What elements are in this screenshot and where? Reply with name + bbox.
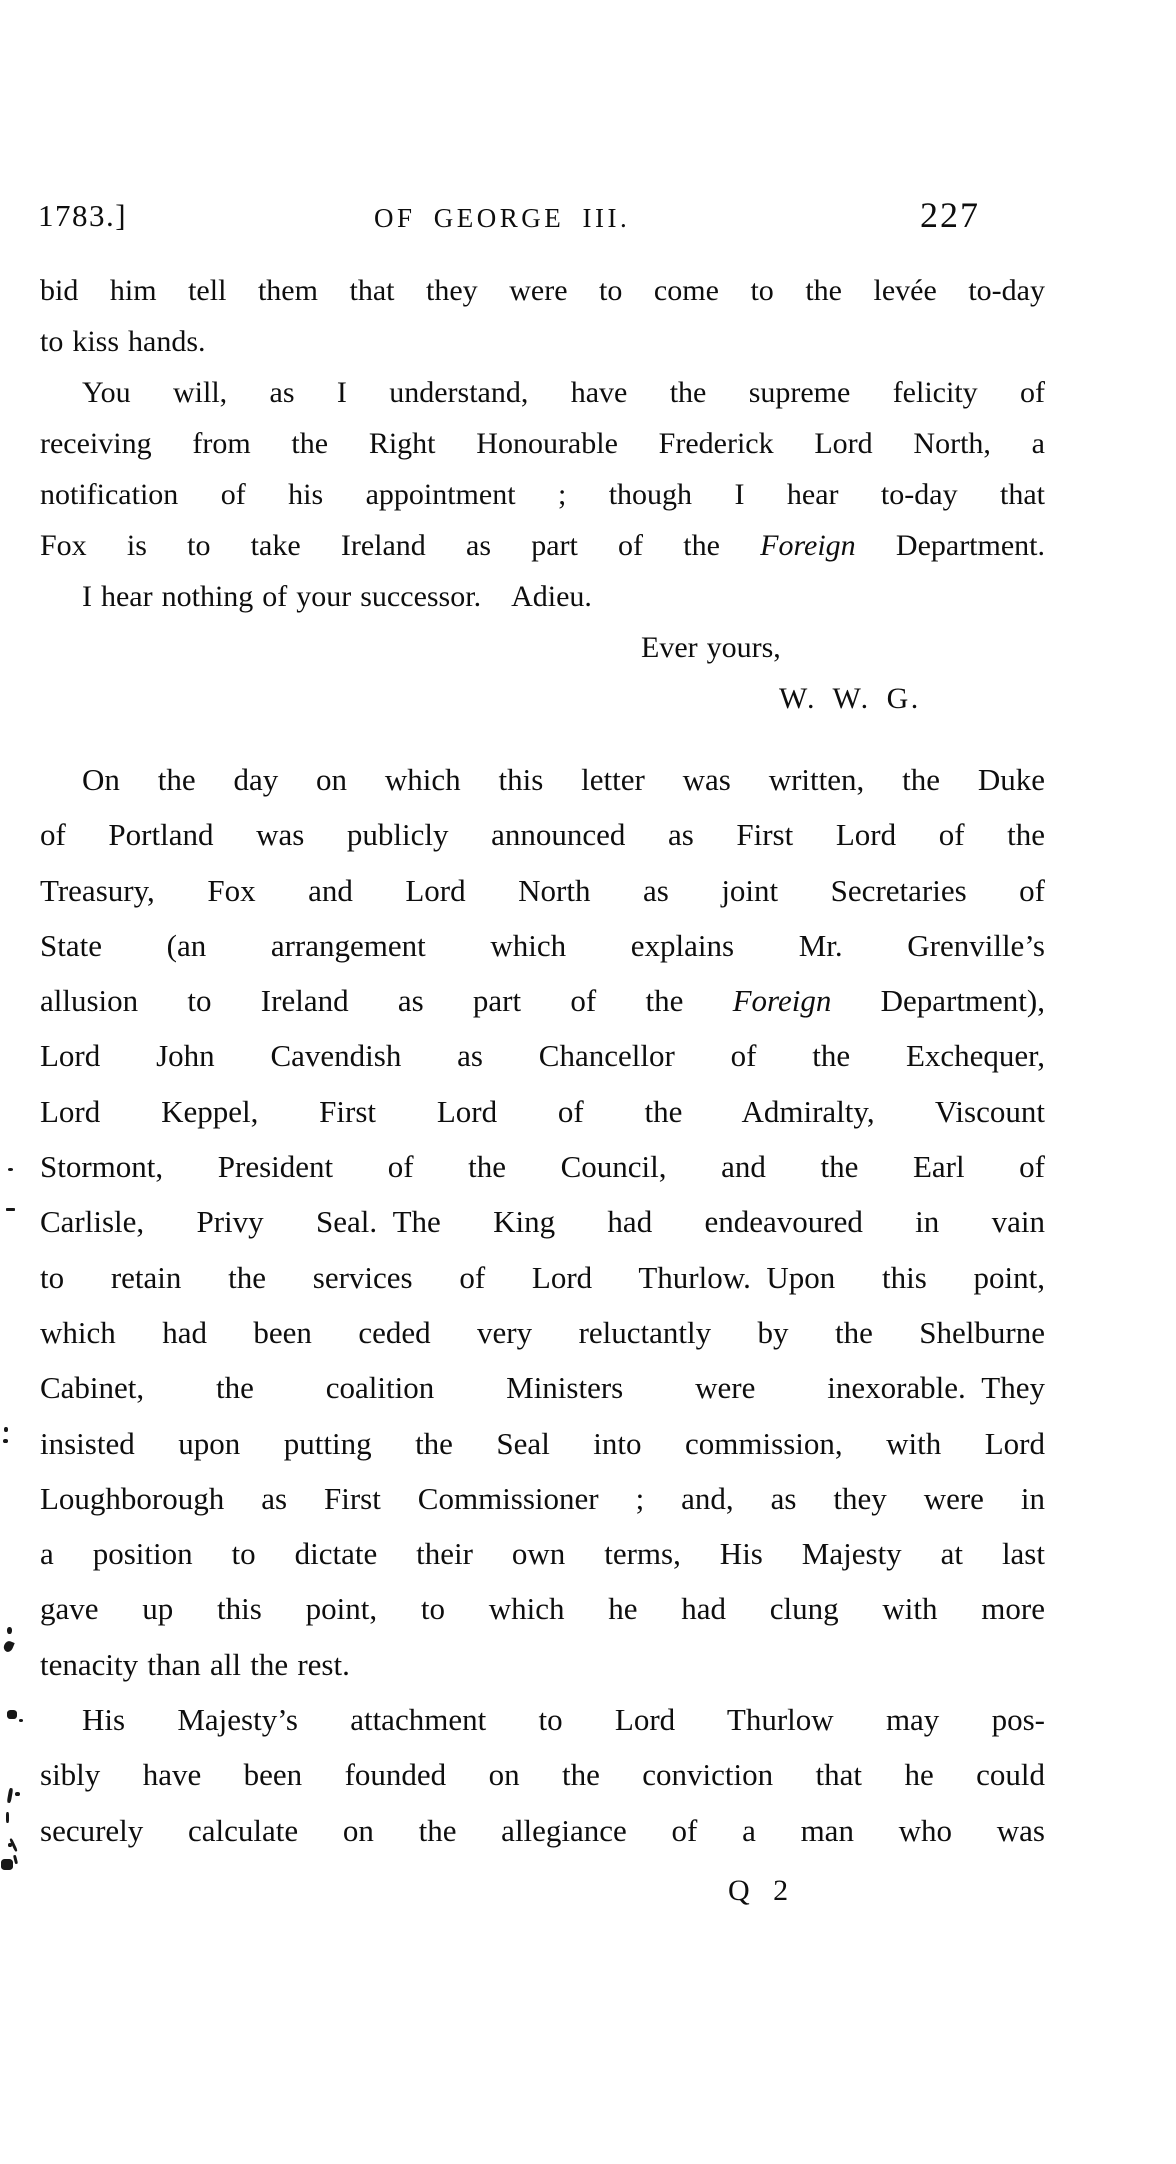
- printers-signature-mark: Q 2: [728, 1874, 797, 1907]
- scan-speck: [1, 1859, 13, 1870]
- header-year-label: 1783.]: [38, 198, 128, 233]
- text-line: [40, 1084, 1045, 1139]
- text-line: [40, 469, 1045, 520]
- text-line: [40, 918, 1045, 973]
- text-run: of Portland was publicly announced as First Lord of the: [40, 817, 1045, 853]
- text-line: [40, 316, 1045, 367]
- scan-speck: [15, 1792, 20, 1796]
- text-line: [40, 863, 1045, 918]
- text-run: Treasury, Fox and Lord North as joint Secretaries of: [40, 872, 1045, 908]
- text-line: [40, 1028, 1045, 1083]
- text-line: [40, 1637, 1045, 1692]
- text-run: On the day on which this letter was written, the Duke: [82, 762, 1045, 797]
- text-line: [40, 1250, 1045, 1305]
- text-run: securely calculate on the allegiance of a man who was: [40, 1812, 1045, 1848]
- text-line: [40, 1194, 1045, 1249]
- scan-speck: [2, 1640, 14, 1654]
- text-run: Department.: [855, 529, 1046, 562]
- text-run: sibly have been founded on the conviction that he could: [40, 1757, 1045, 1793]
- text-line: [40, 1581, 1045, 1636]
- text-run: Loughborough as First Commissioner ; and, as they were in: [40, 1480, 1045, 1516]
- text-run: bid him tell them that they were to come to the levée to-day: [40, 274, 1045, 307]
- text-run: Department),: [831, 983, 1045, 1019]
- text-run: Stormont, President of the Council, and the Earl of: [40, 1149, 1045, 1185]
- letter-signature: W. W. G.: [779, 682, 921, 715]
- scan-speck: [7, 1627, 12, 1634]
- scan-speck: [13, 1855, 18, 1864]
- text-run: tenacity than all the rest.: [40, 1646, 350, 1682]
- text-line: [40, 1305, 1045, 1360]
- text-run: notification of his appointment ; though I hear to-day that: [40, 478, 1045, 511]
- scan-speck: [7, 1710, 17, 1719]
- text-line: [40, 1139, 1045, 1194]
- text-run: which had been ceded very reluctantly by the Shelburne: [40, 1314, 1045, 1350]
- text-line: [40, 1416, 1045, 1471]
- text-run: Lord Keppel, First Lord of the Admiralty, Viscount: [40, 1093, 1045, 1129]
- text-line: [40, 807, 1045, 862]
- text-run: a position to dictate their own terms, His Majesty at last: [40, 1536, 1045, 1572]
- text-line: [40, 571, 1045, 622]
- text-run: Cabinet, the coalition Ministers were inexorable. They: [40, 1370, 1045, 1406]
- text-run: I hear nothing of your successor. Adieu.: [82, 580, 592, 613]
- text-run: allusion to Ireland as part of the: [40, 983, 733, 1019]
- text-line: [40, 418, 1045, 469]
- text-line: [40, 973, 1045, 1028]
- text-run: gave up this point, to which he had clung with more: [40, 1591, 1045, 1627]
- text-line: [40, 1526, 1045, 1581]
- italic-text-run: Foreign: [760, 529, 856, 562]
- text-run: to retain the services of Lord Thurlow. Upon this point,: [40, 1259, 1045, 1295]
- text-run: insisted upon putting the Seal into commission, with Lord: [40, 1425, 1045, 1461]
- text-run: receiving from the Right Honourable Frederick Lord North, a: [40, 427, 1045, 460]
- scan-speck: [3, 1439, 8, 1443]
- text-line: [40, 265, 1045, 316]
- text-line: [40, 367, 1045, 418]
- text-line: [40, 752, 1045, 807]
- scan-speck: [6, 1208, 15, 1211]
- text-run: You will, as I understand, have the supreme felicity of: [82, 376, 1045, 409]
- narrative-paragraphs: [40, 752, 1045, 1858]
- header-running-title: OF GEORGE III.: [374, 203, 631, 233]
- text-run: State (an arrangement which explains Mr. Grenville’s: [40, 927, 1045, 963]
- text-run: Fox is to take Ireland as part of the: [40, 529, 761, 562]
- scan-speck: [6, 1812, 9, 1823]
- scan-speck: [4, 1427, 8, 1432]
- text-run: to kiss hands.: [40, 325, 206, 358]
- text-line: [40, 1803, 1045, 1858]
- header-page-number: 227: [920, 195, 980, 235]
- text-line: [40, 520, 1045, 571]
- text-run: Lord John Cavendish as Chancellor of the Exchequer,: [40, 1038, 1045, 1074]
- text-line: [40, 1692, 1045, 1747]
- letter-body: [40, 265, 1045, 724]
- italic-text-run: Foreign: [732, 983, 832, 1019]
- text-line: [40, 1747, 1045, 1802]
- scan-speck: [8, 1168, 13, 1171]
- letter-closing: Ever yours,: [641, 631, 781, 664]
- text-run: Carlisle, Privy Seal. The King had endeavoured in vain: [40, 1204, 1045, 1240]
- text-line: [40, 1471, 1045, 1526]
- scan-speck: [7, 1788, 14, 1803]
- scan-speck: [8, 1843, 12, 1847]
- text-line: [40, 1360, 1045, 1415]
- text-run: His Majesty’s attachment to Lord Thurlow may pos-: [82, 1702, 1045, 1738]
- scan-speck: [19, 1719, 23, 1722]
